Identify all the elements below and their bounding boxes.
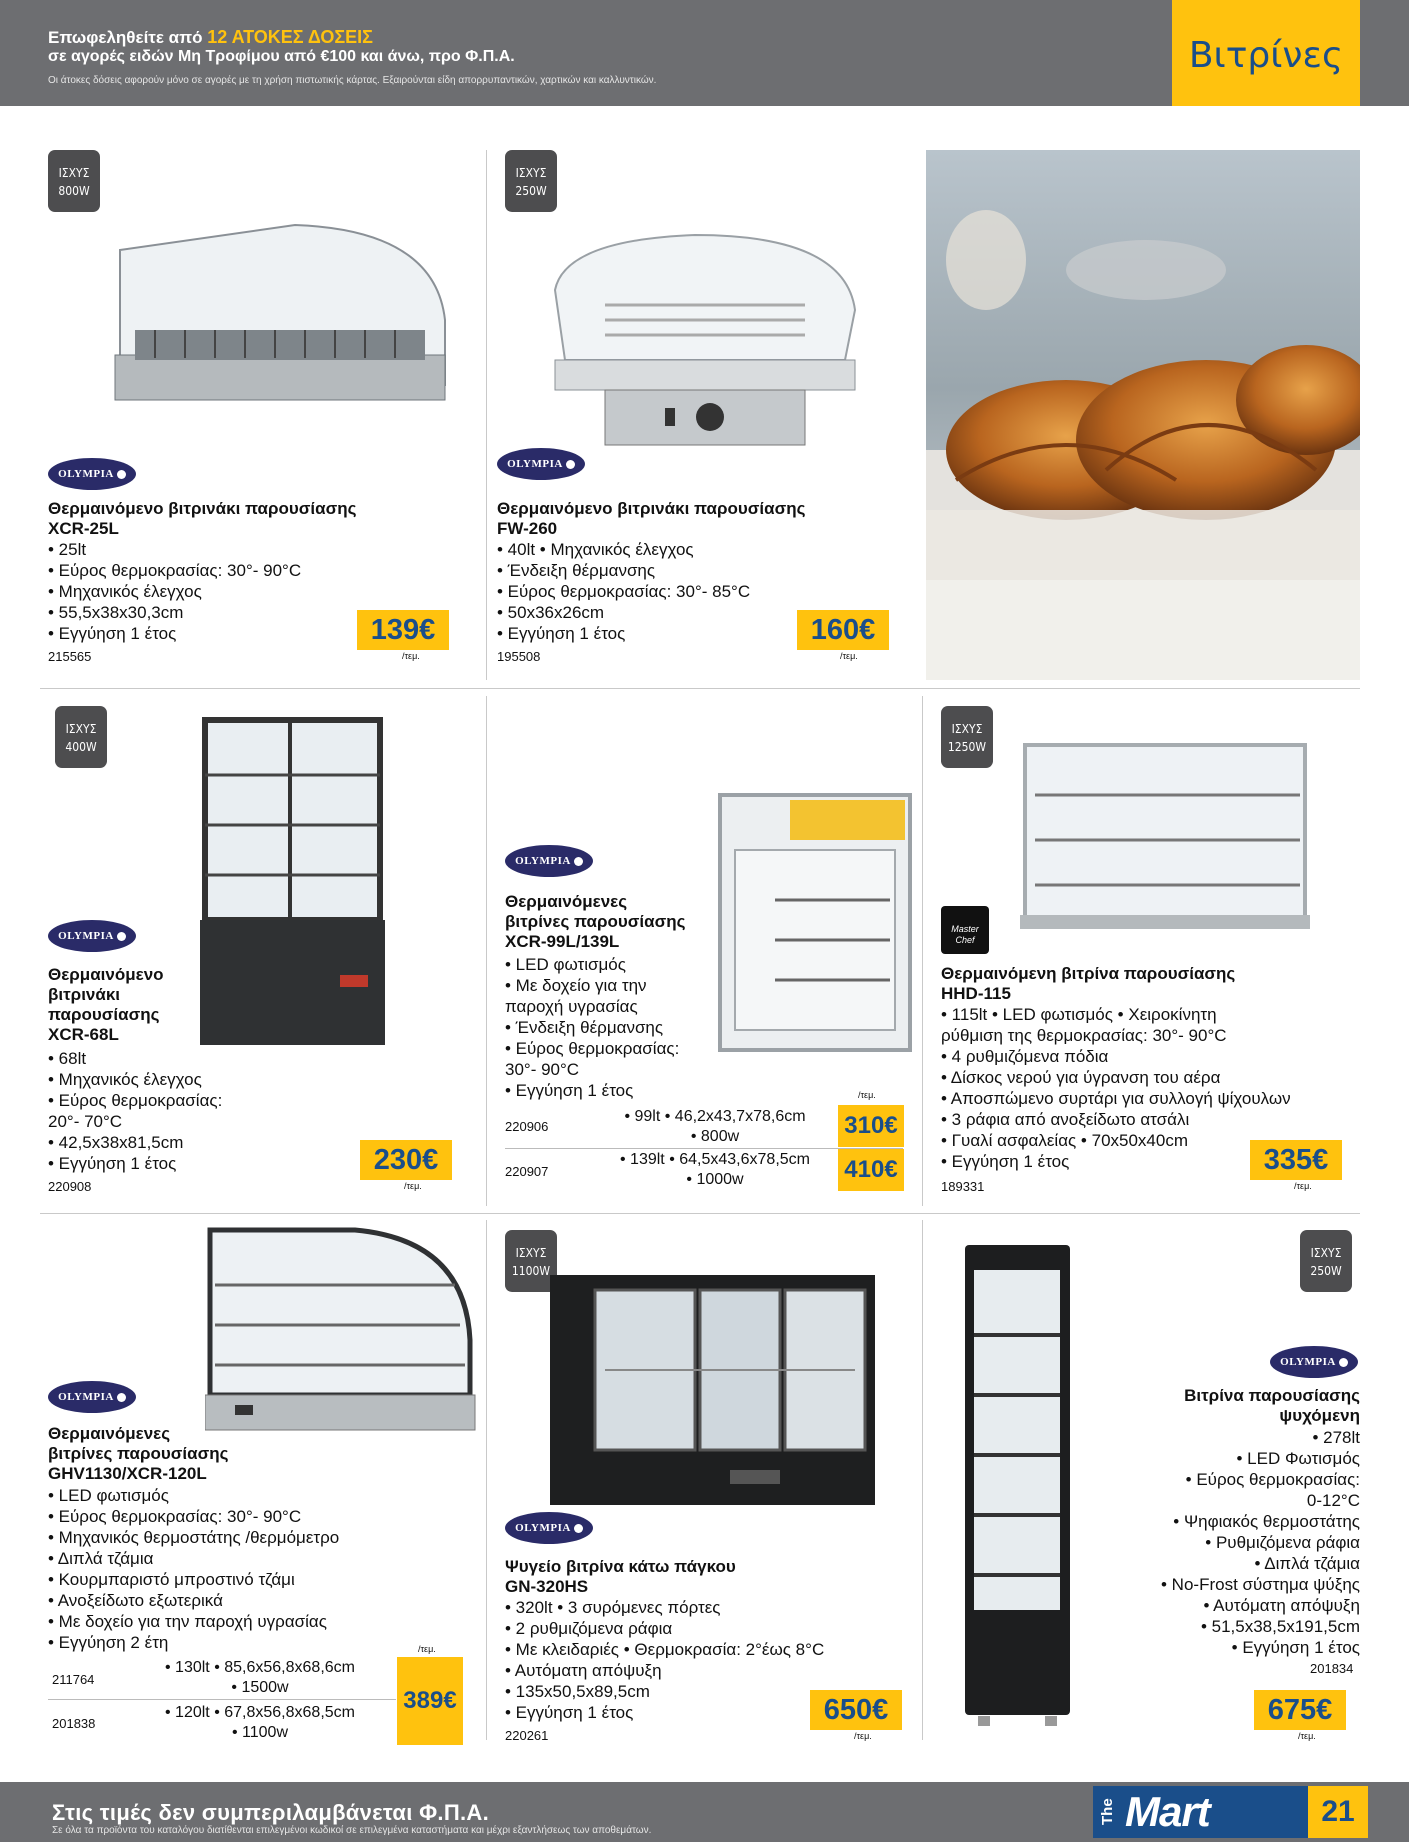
- promo-line-2: σε αγορές ειδών Μη Τροφίμου από €100 και άνω, προ Φ.Π.Α.: [48, 48, 515, 65]
- grid-divider: [922, 696, 923, 1206]
- product-specs: • 68lt • Μηχανικός έλεγχος • Εύρος θερμοκρασίας: 20°- 70°C • 42,5x38x81,5cm • Εγγύηση 1 έτος: [48, 1049, 223, 1173]
- logo-the: The: [1099, 1798, 1116, 1826]
- variant-divider: [48, 1699, 396, 1700]
- logo-mart: Mart: [1125, 1788, 1210, 1835]
- product-specs: • 320lt • 3 συρόμενες πόρτες • 2 ρυθμιζόμενα ράφια • Με κλειδαριές • Θερμοκρασία: 2°έως 8°C • Αυτόματη απόψυξη • 135x50,5x89,5cm • Εγγύηση 1 έτος: [505, 1598, 825, 1722]
- footer-disclaimer: Σε όλα τα προϊόντα του καταλόγου διατίθενται επιλεγμένοι κωδικοί σε επιλεγμένα καταστήματα και μέχρι εξαντλήσεως των αποθεμάτων.: [52, 1825, 652, 1836]
- product-code: 220261: [505, 1728, 549, 1743]
- variant-spec: • 99lt • 46,2x43,7x78,6cm • 800w: [624, 1108, 806, 1145]
- category-tab: [1172, 0, 1360, 106]
- grid-divider: [486, 150, 487, 680]
- price-unit: /τεμ.: [1298, 1731, 1316, 1741]
- price-tag: 650€: [810, 1690, 902, 1730]
- power-badge: ΙΣΧΥΣ 250W: [505, 150, 557, 212]
- product-specs: • 40lt • Μηχανικός έλεγχος • Ένδειξη θέρμανσης • Εύρος θερμοκρασίας: 30°- 85°C • 50x36x26cm • Εγγύηση 1 έτος: [497, 540, 751, 643]
- variant-code: 220907: [505, 1164, 549, 1179]
- product-code: 220908: [48, 1179, 92, 1194]
- price-unit: /τεμ.: [1294, 1181, 1312, 1191]
- brand-logo-olympia: OLYMPIA: [1270, 1346, 1358, 1378]
- power-badge: ΙΣΧΥΣ 800W: [48, 150, 100, 212]
- promo-highlight: 12 ΑΤΟΚΕΣ ΔΟΣΕΙΣ: [207, 27, 373, 47]
- price-unit: /τεμ.: [854, 1731, 872, 1741]
- product-code: 201834: [1310, 1661, 1354, 1676]
- the-mart-logo: [1093, 1786, 1308, 1838]
- product-title: Θερμαινόμενες βιτρίνες παρουσίασης XCR-99L/139L: [505, 892, 686, 951]
- power-badge: ΙΣΧΥΣ 250W: [1300, 1230, 1352, 1292]
- product-image-gn320hs: [545, 1270, 880, 1510]
- price-unit: /τεμ.: [858, 1090, 876, 1100]
- footer-vat-note: Στις τιμές δεν συμπεριλαμβάνεται Φ.Π.Α.: [52, 1800, 490, 1825]
- product-image-xcr68l: [190, 715, 390, 1055]
- brand-logo-olympia: OLYMPIA: [505, 1512, 593, 1544]
- product-title: Θερμαινόμενες βιτρίνες παρουσίασης GHV1130/XCR-120L: [48, 1424, 229, 1483]
- brand-logo-olympia: OLYMPIA: [505, 845, 593, 877]
- product-code: 215565: [48, 649, 92, 664]
- product-image-xcr25l: [95, 210, 455, 410]
- product-image-hhd115: [1015, 725, 1315, 945]
- price-unit: /τεμ.: [840, 651, 858, 661]
- brand-logo-olympia: OLYMPIA: [48, 458, 136, 490]
- page-number: 21: [1308, 1786, 1368, 1838]
- brand-logo-olympia: OLYMPIA: [497, 448, 585, 480]
- product-title: Θερμαινόμενο βιτρινάκι παρουσίασης XCR-25L: [48, 499, 357, 538]
- price-tag: 230€: [360, 1140, 452, 1180]
- brand-logo-olympia: OLYMPIA: [48, 1381, 136, 1413]
- brand-logo-master-chef: Master Chef: [941, 906, 989, 954]
- price-unit: /τεμ.: [418, 1644, 436, 1654]
- product-code: 189331: [941, 1179, 985, 1194]
- price-unit: /τεμ.: [404, 1181, 422, 1191]
- price-unit: /τεμ.: [402, 651, 420, 661]
- variant-code: 220906: [505, 1119, 549, 1134]
- power-badge: ΙΣΧΥΣ 1250W: [941, 706, 993, 768]
- croissant-photo: [926, 150, 1360, 680]
- price-tag: 675€: [1254, 1690, 1346, 1730]
- variant-spec: • 130lt • 85,6x56,8x68,6cm • 1500w: [165, 1659, 355, 1696]
- grid-divider: [922, 1220, 923, 1740]
- promo-line-1: Επωφεληθείτε από 12 ΑΤΟΚΕΣ ΔΟΣΕΙΣ: [48, 27, 373, 47]
- price-tag: 410€: [838, 1149, 904, 1191]
- product-title: Ψυγείο βιτρίνα κάτω πάγκου GN-320HS: [505, 1557, 736, 1596]
- variant-code: 201838: [52, 1716, 96, 1731]
- product-image-fw260: [545, 220, 865, 450]
- product-specs: • LED φωτισμός • Με δοχείο για την παροχή υγρασίας • Ένδειξη θέρμανσης • Εύρος θερμοκρασίας: 30°- 90°C • Εγγύηση 1 έτος: [505, 955, 680, 1100]
- price-tag: 310€: [838, 1105, 904, 1147]
- variant-spec: • 139lt • 64,5x43,6x78,5cm • 1000w: [620, 1151, 810, 1188]
- brand-logo-olympia: OLYMPIA: [48, 920, 136, 952]
- power-badge: ΙΣΧΥΣ 400W: [55, 706, 107, 768]
- product-title: Θερμαινόμενο βιτρινάκι παρουσίασης XCR-68L: [48, 965, 164, 1044]
- product-specs: • 115lt • LED φωτισμός • Χειροκίνητη ρύθμιση της θερμοκρασίας: 30°- 90°C • 4 ρυθμιζόμενα πόδια • Δίσκος νερού για ύγρανση του αέρα • Αποσπώμενο συρτάρι για συλλογή ψίχουλων • 3 ράφια από ανοξείδωτο ατσάλι • Γυαλί ασφαλείας • 70x50x40cm • Εγγύηση 1 έτος: [941, 1005, 1291, 1171]
- grid-divider: [40, 1213, 1360, 1214]
- product-image-ghv1130: [205, 1220, 485, 1445]
- variant-spec: • 120lt • 67,8x56,8x68,5cm • 1100w: [165, 1704, 355, 1741]
- power-badge: ΙΣΧΥΣ 1100W: [505, 1230, 557, 1292]
- grid-divider: [486, 1220, 487, 1740]
- promo-note: Οι άτοκες δόσεις αφορούν μόνο σε αγορές με τη χρήση πιστωτικής κάρτας. Εξαιρούνται είδη απορρυπαντικών, χαρτικών και καλλυντικών.: [48, 75, 657, 86]
- product-image-refrigerated-display: [960, 1240, 1075, 1730]
- product-code: 195508: [497, 649, 541, 664]
- product-specs: • 278lt • LED Φωτισμός • Εύρος θερμοκρασίας: 0-12°C • Ψηφιακός θερμοστάτης • Ρυθμιζόμενα ράφια • Διπλά τζάμια • No-Frost σύστημα ψύξης • Αυτόματη απόψυξη • 51,5x38,5x191,5cm • Εγγύηση 1 έτος: [1161, 1428, 1360, 1657]
- variant-code: 211764: [52, 1672, 95, 1687]
- price-tag: 389€: [397, 1657, 463, 1745]
- product-image-xcr99l: [715, 790, 915, 1060]
- product-specs: • LED φωτισμός • Εύρος θερμοκρασίας: 30°- 90°C • Μηχανικός θερμοστάτης /θερμόμετρο • Διπλά τζάμια • Κουρμπαριστό μπροστινό τζάμι • Ανοξείδωτο εξωτερικά • Με δοχείο για την παροχή υγρασίας • Εγγύηση 2 έτη: [48, 1486, 340, 1652]
- grid-divider: [486, 696, 487, 1206]
- price-tag: 139€: [357, 610, 449, 650]
- price-tag: 160€: [797, 610, 889, 650]
- product-specs: • 25lt • Εύρος θερμοκρασίας: 30°- 90°C • Μηχανικός έλεγχος • 55,5x38x30,3cm • Εγγύηση 1 έτος: [48, 540, 302, 643]
- category-title: Βιτρίνες: [1188, 35, 1344, 76]
- price-tag: 335€: [1250, 1140, 1342, 1180]
- product-title: Βιτρίνα παρουσίασης ψυχόμενη: [1184, 1386, 1360, 1425]
- product-title: Θερμαινόμενη βιτρίνα παρουσίασης HHD-115: [941, 964, 1236, 1003]
- product-title: Θερμαινόμενο βιτρινάκι παρουσίασης FW-260: [497, 499, 806, 538]
- grid-divider: [40, 688, 1360, 689]
